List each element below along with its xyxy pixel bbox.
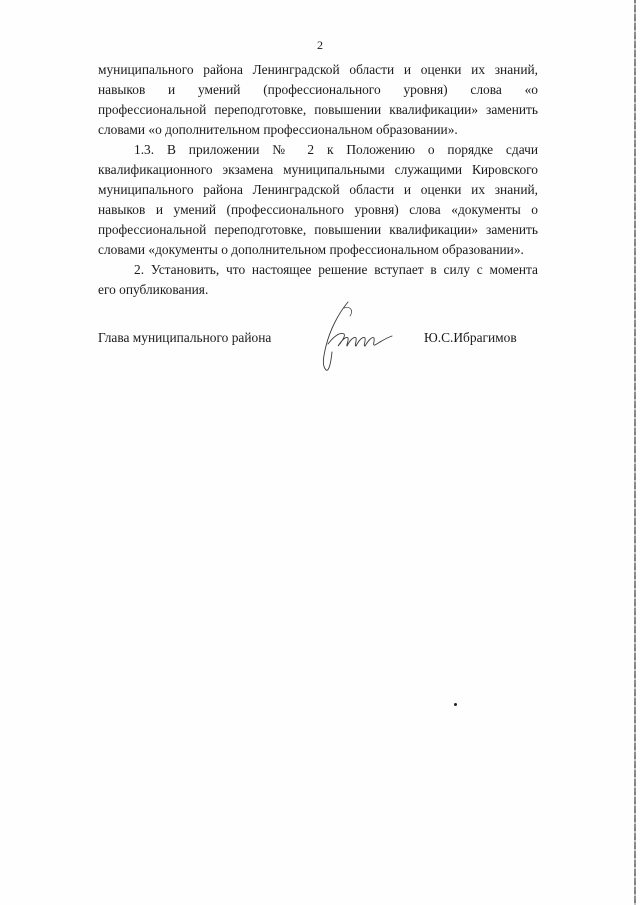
scan-edge xyxy=(634,0,636,905)
paragraph-1-line-3: профессиональной переподготовке, повышении квалификации» заменить xyxy=(98,102,538,117)
signature-block xyxy=(98,330,538,390)
paragraph-1-line-2: навыков и умений (профессионального уровня) слова «о xyxy=(98,82,538,97)
document-body xyxy=(98,60,538,300)
paragraph-2-line-1: 1.3. В приложении № 2 к Положению о порядке сдачи xyxy=(134,142,538,157)
scan-speck xyxy=(454,703,457,706)
paragraph-2-line-3: муниципального района Ленинградской области и оценки их знаний, xyxy=(98,182,538,197)
signatory-name: Ю.С.Ибрагимов xyxy=(424,330,517,345)
page-number: 2 xyxy=(317,38,323,52)
paragraph-2-line-4: навыков и умений (профессионального уровня) слова «документы о xyxy=(98,202,538,217)
paragraph-2-line-6: словами «документы о дополнительном профессиональном образовании». xyxy=(98,242,524,257)
paragraph-3-line-1: 2. Установить, что настоящее решение вступает в силу с момента xyxy=(134,262,538,277)
paragraph-2-line-2: квалификационного экзамена муниципальными служащими Кировского xyxy=(98,162,538,177)
signatory-title: Глава муниципального района xyxy=(98,330,272,345)
paragraph-3-line-2: его опубликования. xyxy=(98,282,209,297)
paragraph-1-line-4: словами «о дополнительном профессиональном образовании». xyxy=(98,122,458,137)
paragraph-1-line-1: муниципального района Ленинградской области и оценки их знаний, xyxy=(98,62,538,77)
paragraph-2-line-5: профессиональной переподготовке, повышении квалификации» заменить xyxy=(98,222,538,237)
handwritten-signature xyxy=(314,300,394,374)
